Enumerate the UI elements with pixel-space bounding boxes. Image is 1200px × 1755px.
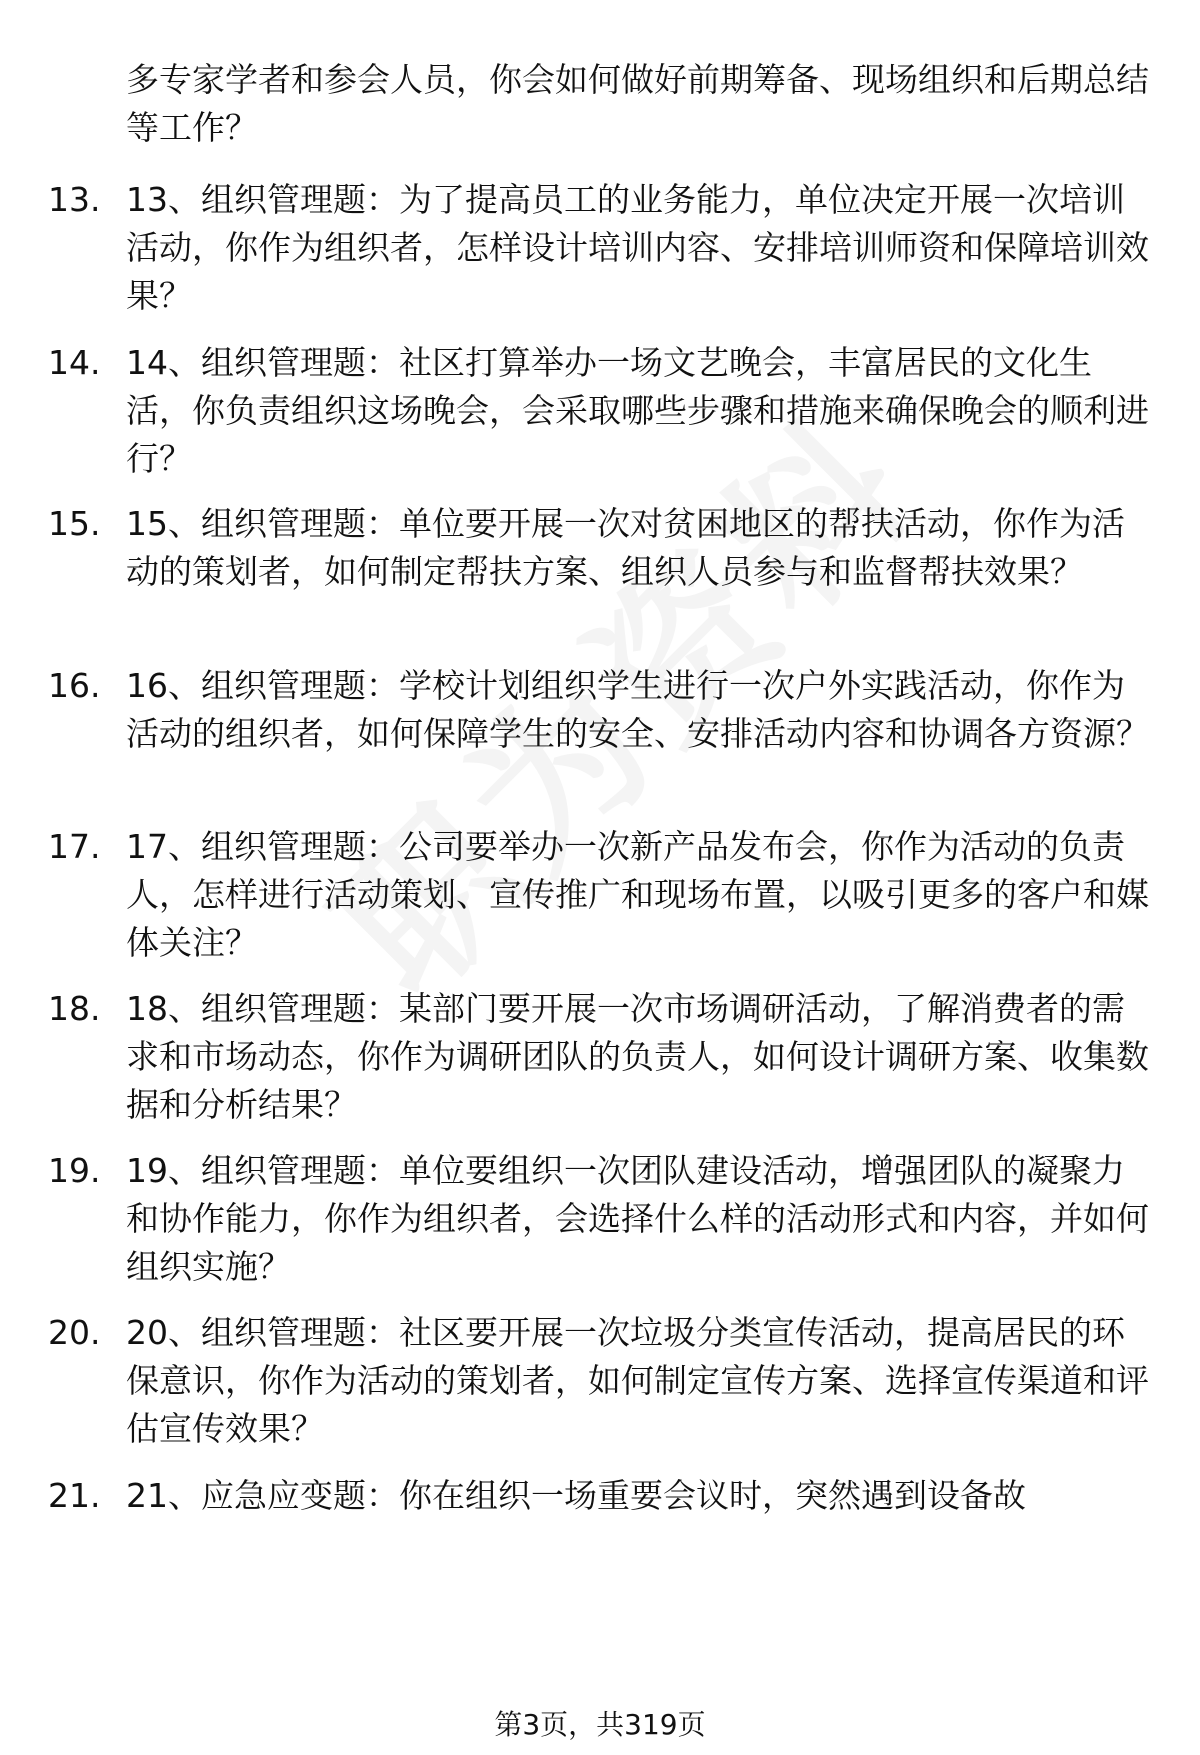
item-number: 17. xyxy=(48,827,101,866)
item-text: 21、应急应变题：你在组织一场重要会议时，突然遇到设备故 xyxy=(126,1476,1026,1515)
item-text: 16、组织管理题：学校计划组织学生进行一次户外实践活动，你作为活动的组织者，如何保障学生的安全、安排活动内容和协调各方资源？ xyxy=(126,666,1149,753)
item-number: 18. xyxy=(48,989,101,1028)
item-number: 15. xyxy=(48,504,101,543)
item-text: 13、组织管理题：为了提高员工的业务能力，单位决定开展一次培训活动，你作为组织者，怎样设计培训内容、安排培训师资和保障培训效果？ xyxy=(126,180,1149,315)
item-number: 14. xyxy=(48,343,101,382)
continuation-text: 多专家学者和参会人员，你会如何做好前期筹备、现场组织和后期总结等工作？ xyxy=(126,60,1149,147)
item-text: 15、组织管理题：单位要开展一次对贫困地区的帮扶活动，你作为活动的策划者，如何制定帮扶方案、组织人员参与和监督帮扶效果？ xyxy=(126,504,1125,591)
page-footer: 第3页，共319页 xyxy=(494,1708,706,1741)
item-number: 19. xyxy=(48,1151,101,1190)
item-text: 19、组织管理题：单位要组织一次团队建设活动，增强团队的凝聚力和协作能力，你作为组织者，会选择什么样的活动形式和内容，并如何组织实施？ xyxy=(126,1151,1149,1286)
item-number: 13. xyxy=(48,180,101,219)
item-text: 14、组织管理题：社区打算举办一场文艺晚会，丰富居民的文化生活，你负责组织这场晚会，会采取哪些步骤和措施来确保晚会的顺利进行？ xyxy=(126,343,1149,478)
item-text: 18、组织管理题：某部门要开展一次市场调研活动，了解消费者的需求和市场动态，你作为调研团队的负责人，如何设计调研方案、收集数据和分析结果？ xyxy=(126,989,1149,1124)
item-text: 20、组织管理题：社区要开展一次垃圾分类宣传活动，提高居民的环保意识，你作为活动的策划者，如何制定宣传方案、选择宣传渠道和评估宣传效果？ xyxy=(126,1313,1149,1448)
item-number: 20. xyxy=(48,1313,101,1352)
item-text: 17、组织管理题：公司要举办一次新产品发布会，你作为活动的负责人，怎样进行活动策划、宣传推广和现场布置，以吸引更多的客户和媒体关注？ xyxy=(126,827,1149,962)
item-number: 16. xyxy=(48,666,101,705)
item-number: 21. xyxy=(48,1476,101,1515)
